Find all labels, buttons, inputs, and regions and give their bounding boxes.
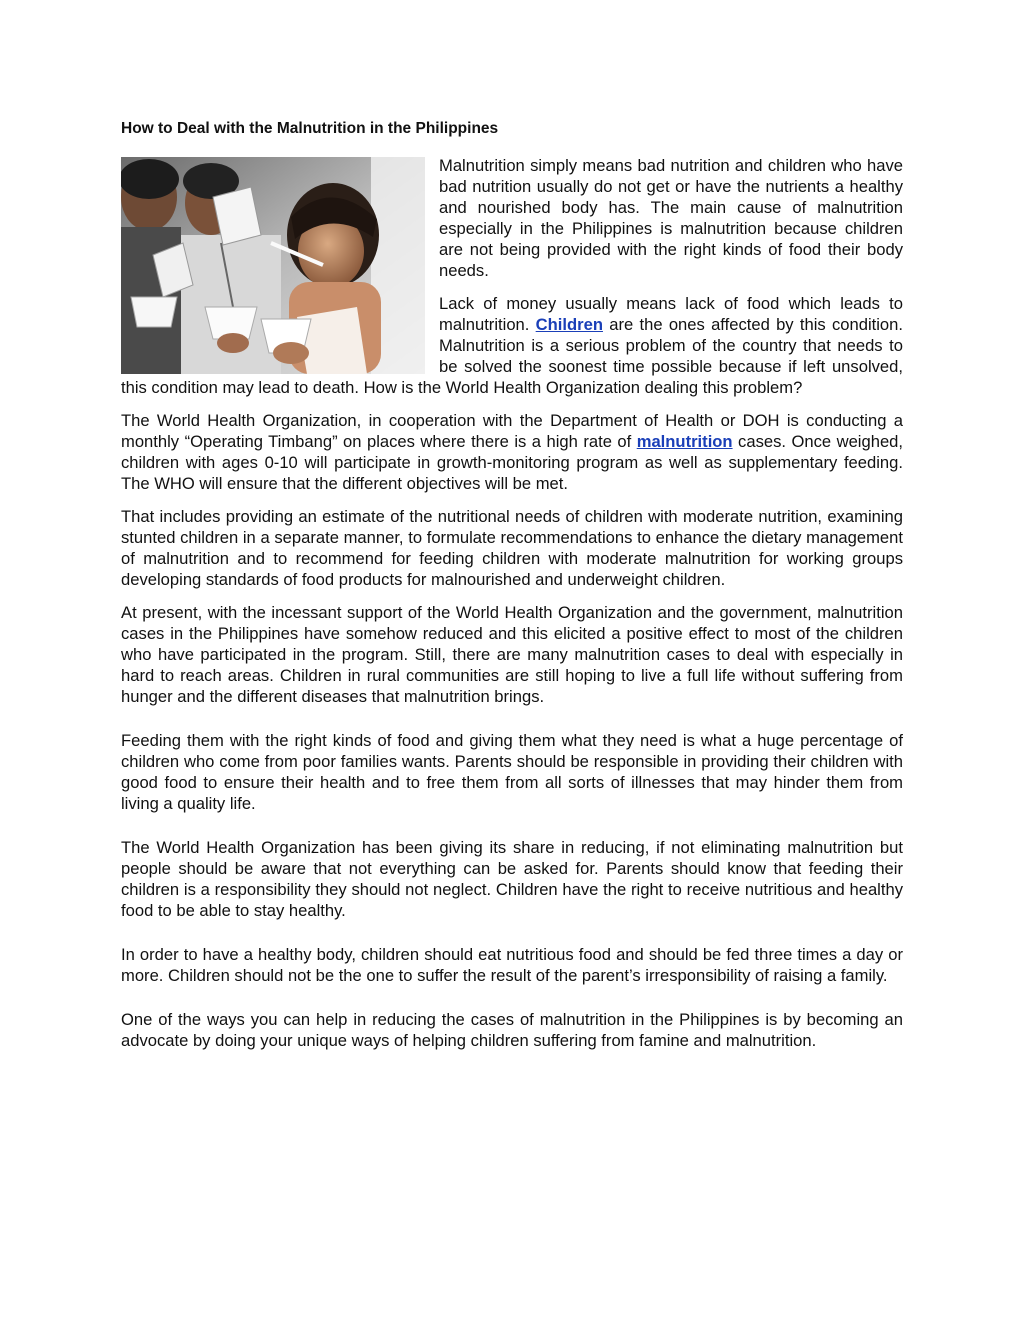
photo-illustration <box>121 157 425 374</box>
paragraph-6: Feeding them with the right kinds of food and giving them what they need is what a huge percentage of children who come from poor families wants. Parents should be responsible in providing their children with good food to ensure their health and to free them from all sorts of illnesses that may hinder them from living a quality life. <box>121 731 903 813</box>
paragraph-2-text-start: Lack of money usually means lack of food which leads to malnutrition. <box>439 294 903 334</box>
document-page <box>121 118 903 1063</box>
paragraph-4: That includes providing an estimate of the nutritional needs of children with moderate nutrition, examining stunted children in a separate manner, to formulate recommendations to enhance the dietary management of malnutrition and to recommend for feeding children with moderate malnutrition for working groups developing standards of food products for malnourished and underweight children. <box>121 507 903 589</box>
children-feeding-photo <box>121 157 425 374</box>
children-link[interactable]: Children <box>535 315 603 334</box>
paragraph-7: The World Health Organization has been giving its share in reducing, if not eliminating malnutrition but people should be aware that not everything can be asked for. Parents should know that feeding their children is a responsibility they should not neglect. Children have the right to receive nutritious and healthy food to be able to stay healthy. <box>121 838 903 920</box>
paragraph-1: Malnutrition simply means bad nutrition and children who have bad nutrition usually do not get or have the nutrients a healthy and nourished body has. The main cause of malnutrition especially in the Philippines is malnutrition because children are not being provided with the right kinds of food their body needs. <box>439 156 903 280</box>
paragraph-5: At present, with the incessant support of the World Health Organization and the government, malnutrition cases in the Philippines have somehow reduced and this elicited a positive effect to most of the children who have participated in the program. Still, there are many malnutrition cases to deal with especially in hard to reach areas. Children in rural communities are still hoping to live a full life without suffering from hunger and the different diseases that malnutrition brings. <box>121 603 903 706</box>
paragraph-3-text-end: cases. Once weighed, children with ages 0-10 will participate in growth-monitoring program as well as supplementary feeding. The WHO will ensure that the different objectives will be met. <box>121 432 904 493</box>
paragraph-8: In order to have a healthy body, children should eat nutritious food and should be fed three times a day or more. Children should not be the one to suffer the result of the parent’s irresponsibility of raising a family. <box>121 945 903 985</box>
page-title: How to Deal with the Malnutrition in the Philippines <box>121 120 499 137</box>
paragraph-9: One of the ways you can help in reducing the cases of malnutrition in the Philippines is by becoming an advocate by doing your unique ways of helping children suffering from famine and malnutrition. <box>121 1010 903 1050</box>
paragraph-3 <box>121 410 903 494</box>
malnutrition-link[interactable]: malnutrition <box>636 432 733 451</box>
paragraph-3-text-start: The World Health Organization, in cooperation with the Department of Health or DOH is conducting a monthly “Operating Timbang” on places where there is a high rate of <box>121 411 903 451</box>
paragraph-2-text-end: are the ones affected by this condition. Malnutrition is a serious problem of the country that needs to be solved the soonest time possible because if left unsolved, this condition may lead to death. How is the World Health Organization dealing this problem? <box>121 315 903 397</box>
